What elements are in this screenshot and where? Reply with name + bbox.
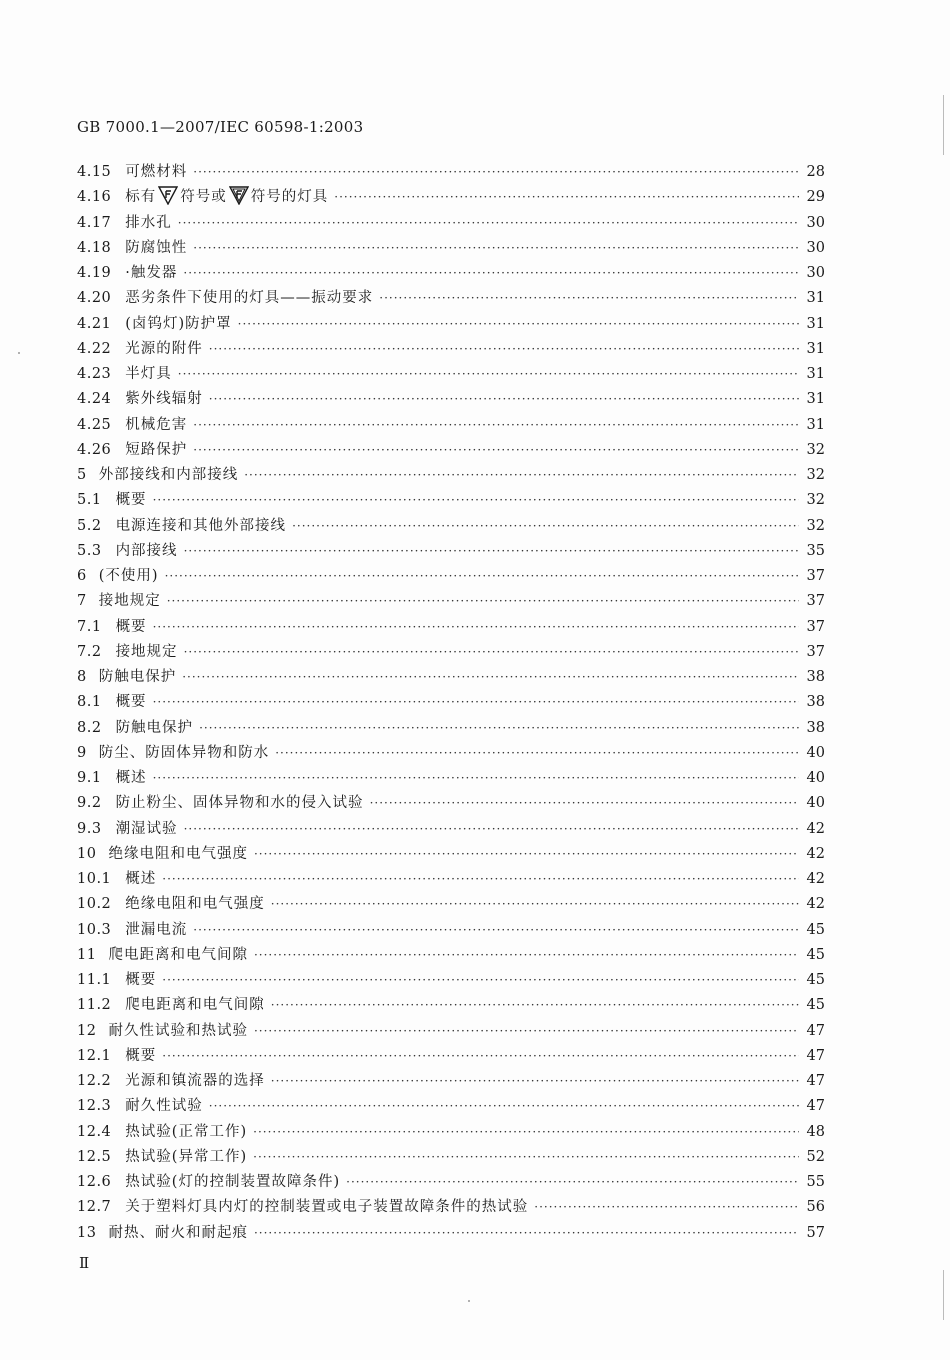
dot-leader — [153, 615, 799, 640]
toc-section-title: 防止粉尘、固体异物和水的侵入试验 — [115, 795, 364, 812]
toc-page-number: 40 — [806, 770, 825, 786]
toc-section-title: 耐久性试验 — [125, 1098, 203, 1115]
dot-leader — [238, 312, 799, 337]
dot-leader — [271, 1069, 799, 1094]
toc-section-title: 绝缘电阻和电气强度 — [108, 845, 248, 862]
toc-page-number: 45 — [806, 921, 825, 938]
dot-leader — [183, 261, 799, 286]
toc-section-title: 半灯具 — [125, 366, 172, 382]
toc-section-number: 9.2 — [77, 795, 102, 812]
toc-page-number: 48 — [806, 1123, 825, 1140]
dot-leader — [292, 514, 799, 539]
toc-section-number: 7.1 — [77, 618, 102, 635]
toc-page-number: 30 — [806, 214, 825, 231]
toc-page-number: 32 — [806, 517, 825, 534]
toc-section-title: 耐久性试验和热试验 — [108, 1022, 248, 1039]
toc-row[interactable] — [77, 1221, 825, 1246]
toc-section-number: 8.2 — [77, 719, 102, 736]
dot-leader — [184, 640, 799, 665]
dot-leader — [167, 589, 799, 614]
toc-page-number: 47 — [806, 1073, 825, 1089]
toc-title-part: 标有 — [125, 189, 157, 206]
toc-section-title: 热试验(异常工作) — [125, 1148, 248, 1165]
dot-leader — [199, 716, 799, 741]
toc-page-number: 37 — [806, 643, 825, 660]
toc-section-title: 外部接线和内部接线 — [98, 467, 239, 483]
toc-section-number: 13 — [77, 1224, 97, 1241]
toc-section-number: 4.22 — [77, 340, 112, 357]
dot-leader — [271, 892, 799, 917]
toc-section-number: 4.25 — [77, 416, 112, 433]
standard-header: GB 7000.1—2007/IEC 60598-1:2003 — [77, 118, 364, 136]
toc-row[interactable] — [77, 362, 825, 387]
toc-section-title: (不使用) — [98, 568, 159, 584]
toc-page-number: 42 — [806, 820, 825, 837]
toc-row[interactable] — [77, 640, 825, 665]
toc-section-number: 4.21 — [77, 315, 112, 332]
toc-section-title: 接地规定 — [115, 643, 178, 660]
toc-section-number: 12.2 — [77, 1073, 112, 1089]
table-of-contents — [77, 160, 825, 1246]
dot-leader — [193, 438, 799, 463]
toc-section-number: 8 — [77, 669, 87, 685]
toc-section-title: 概述 — [125, 871, 157, 887]
toc-section-title — [125, 185, 328, 210]
toc-row[interactable] — [77, 261, 825, 286]
dot-leader — [162, 1044, 799, 1069]
toc-section-title: 紫外线辐射 — [125, 391, 203, 408]
toc-section-number: 11.1 — [77, 972, 112, 988]
toc-section-title: 概要 — [115, 492, 147, 509]
toc-page-number: 47 — [806, 1098, 825, 1115]
dot-leader — [182, 665, 799, 690]
toc-page-number: 37 — [806, 593, 825, 610]
toc-page-number: 42 — [806, 845, 825, 862]
toc-section-number: 5.1 — [77, 492, 102, 509]
toc-title-part: 符号的灯具 — [250, 189, 329, 206]
toc-page-number: 47 — [806, 1022, 825, 1039]
toc-page-number: 35 — [806, 542, 825, 559]
dot-leader — [184, 817, 799, 842]
toc-page-number: 52 — [806, 1148, 825, 1165]
toc-row[interactable] — [77, 1069, 825, 1094]
toc-section-title: 爬电距离和电气间隙 — [125, 997, 265, 1014]
toc-row[interactable] — [77, 286, 825, 311]
dot-leader — [178, 211, 799, 236]
dot-leader — [253, 1145, 799, 1170]
dot-leader — [254, 842, 799, 867]
toc-page-number: 45 — [806, 946, 825, 963]
toc-row[interactable] — [77, 741, 825, 766]
toc-row[interactable] — [77, 791, 825, 816]
toc-page-number: 31 — [806, 416, 825, 433]
toc-page-number: 37 — [806, 568, 825, 584]
toc-section-title: 热试验(灯的控制装置故障条件) — [125, 1174, 341, 1190]
toc-page-number: 45 — [806, 972, 825, 988]
toc-row[interactable] — [77, 160, 825, 185]
toc-section-number: 4.15 — [77, 164, 112, 180]
dot-leader — [275, 741, 799, 766]
toc-section-title: 爬电距离和电气间隙 — [108, 946, 248, 963]
dot-leader — [193, 160, 799, 185]
toc-section-number: 10 — [77, 845, 97, 862]
toc-page-number: 42 — [806, 871, 825, 887]
toc-row[interactable] — [77, 1195, 825, 1220]
toc-page-number: 31 — [806, 340, 825, 357]
toc-page-number: 40 — [806, 744, 825, 761]
toc-section-number: 10.2 — [77, 896, 112, 913]
toc-section-number: 12 — [77, 1022, 97, 1039]
toc-row[interactable] — [77, 1094, 825, 1119]
dot-leader — [193, 918, 799, 943]
toc-section-title: 光源的附件 — [125, 340, 203, 357]
toc-section-title: 电源连接和其他外部接线 — [115, 517, 287, 534]
toc-section-number: 12.3 — [77, 1098, 112, 1115]
toc-page-number: 31 — [806, 366, 825, 382]
toc-section-title: 泄漏电流 — [125, 921, 188, 938]
toc-row[interactable] — [77, 211, 825, 236]
dot-leader — [153, 766, 799, 791]
toc-page-number: 47 — [806, 1047, 825, 1064]
toc-row[interactable] — [77, 1120, 825, 1145]
toc-section-title: 机械危害 — [125, 416, 188, 433]
toc-page-number: 28 — [806, 164, 825, 180]
toc-page-number: 38 — [806, 719, 825, 736]
toc-section-title: 概要 — [115, 694, 147, 711]
toc-section-title: 关于塑料灯具内灯的控制装置或电子装置故障条件的热试验 — [125, 1199, 529, 1216]
toc-row[interactable] — [77, 387, 825, 412]
dot-leader — [209, 387, 799, 412]
dot-leader — [162, 867, 799, 892]
toc-section-number: 4.18 — [77, 239, 112, 256]
toc-section-number: 12.1 — [77, 1047, 112, 1064]
toc-row[interactable] — [77, 1170, 825, 1195]
toc-row[interactable] — [77, 943, 825, 968]
dot-leader — [165, 564, 799, 589]
toc-section-title: 内部接线 — [115, 542, 178, 559]
page-number: Ⅱ — [79, 1254, 90, 1272]
toc-section-number: 4.26 — [77, 441, 112, 458]
toc-title-part: 符号或 — [180, 189, 227, 206]
dot-leader — [334, 185, 799, 210]
toc-section-number: 12.5 — [77, 1148, 112, 1165]
toc-row[interactable] — [77, 892, 825, 917]
toc-section-number: 11 — [77, 946, 97, 963]
toc-page-number: 32 — [806, 492, 825, 509]
dot-leader — [379, 286, 799, 311]
dot-leader — [178, 362, 799, 387]
toc-section-title: 概要 — [125, 972, 157, 988]
toc-section-title: 防触电保护 — [98, 669, 177, 685]
toc-page-number: 30 — [806, 265, 825, 281]
toc-section-number: 12.4 — [77, 1123, 112, 1140]
toc-row[interactable] — [77, 615, 825, 640]
dot-leader — [244, 463, 799, 488]
f-triangle-icon — [158, 185, 178, 205]
toc-section-number: 12.7 — [77, 1199, 112, 1216]
toc-section-number: 8.1 — [77, 694, 102, 711]
toc-section-number: 12.6 — [77, 1174, 112, 1190]
toc-section-number: 7.2 — [77, 643, 102, 660]
dot-leader — [271, 993, 799, 1018]
toc-page-number: 31 — [806, 290, 825, 307]
dot-leader — [254, 1221, 799, 1246]
toc-page-number: 37 — [806, 618, 825, 635]
dot-leader — [534, 1195, 799, 1220]
toc-page-number: 40 — [806, 795, 825, 812]
toc-page-number: 31 — [806, 391, 825, 408]
toc-section-number: 5.2 — [77, 517, 102, 534]
toc-row[interactable] — [77, 1044, 825, 1069]
toc-row[interactable] — [77, 564, 825, 589]
scan-edge-mark — [943, 95, 944, 155]
toc-section-title: 排水孔 — [125, 214, 172, 231]
toc-section-title: 热试验(正常工作) — [125, 1123, 248, 1140]
toc-section-number: 5.3 — [77, 542, 102, 559]
toc-section-title: 防尘、防固体异物和防水 — [98, 744, 270, 761]
toc-section-number: 11.2 — [77, 997, 112, 1014]
dot-leader — [253, 1120, 799, 1145]
toc-section-number: 4.19 — [77, 265, 112, 281]
toc-section-number: 7 — [77, 593, 87, 610]
toc-page-number: 29 — [806, 189, 825, 206]
toc-section-title: 绝缘电阻和电气强度 — [125, 896, 265, 913]
toc-section-number: 6 — [77, 568, 87, 584]
toc-row[interactable] — [77, 539, 825, 564]
dot-leader — [209, 1094, 799, 1119]
dot-leader — [370, 791, 799, 816]
toc-row[interactable] — [77, 1145, 825, 1170]
toc-page-number: 30 — [806, 239, 825, 256]
toc-row[interactable] — [77, 817, 825, 842]
toc-section-number: 10.3 — [77, 921, 112, 938]
dot-leader — [162, 968, 799, 993]
toc-page-number: 45 — [806, 997, 825, 1014]
dot-leader — [193, 413, 799, 438]
toc-section-number: 9.1 — [77, 770, 102, 786]
toc-row[interactable] — [77, 716, 825, 741]
dot-leader — [254, 1019, 799, 1044]
toc-row[interactable] — [77, 589, 825, 614]
toc-section-number: 4.23 — [77, 366, 112, 382]
f-double-triangle-icon — [229, 185, 249, 205]
toc-row[interactable] — [77, 842, 825, 867]
toc-page-number: 32 — [806, 441, 825, 458]
toc-row[interactable] — [77, 236, 825, 261]
toc-row[interactable] — [77, 690, 825, 715]
toc-page-number: 55 — [806, 1174, 825, 1190]
toc-section-number: 10.1 — [77, 871, 112, 887]
dot-leader — [209, 337, 799, 362]
toc-row[interactable] — [77, 867, 825, 892]
dot-leader — [346, 1170, 799, 1195]
toc-row[interactable] — [77, 766, 825, 791]
toc-section-title: 可燃材料 — [125, 164, 188, 180]
toc-row[interactable] — [77, 413, 825, 438]
toc-section-title: 潮湿试验 — [115, 820, 178, 837]
toc-section-title: 概要 — [125, 1047, 157, 1064]
toc-page-number: 38 — [806, 669, 825, 685]
toc-page-number: 42 — [806, 896, 825, 913]
toc-row[interactable] — [77, 918, 825, 943]
toc-section-number: 4.24 — [77, 391, 112, 408]
toc-section-number: 9.3 — [77, 820, 102, 837]
toc-section-title: 概要 — [115, 618, 147, 635]
toc-section-title: 接地规定 — [98, 593, 161, 610]
toc-page-number: 57 — [806, 1224, 825, 1241]
toc-row[interactable] — [77, 1019, 825, 1044]
toc-page-number: 56 — [806, 1199, 825, 1216]
toc-page-number: 32 — [806, 467, 825, 483]
toc-row[interactable] — [77, 463, 825, 488]
dot-leader — [153, 690, 799, 715]
toc-page-number: 31 — [806, 315, 825, 332]
scan-speck — [18, 352, 20, 354]
dot-leader — [254, 943, 799, 968]
toc-row[interactable] — [77, 514, 825, 539]
toc-section-number: 9 — [77, 744, 87, 761]
toc-section-title: (卤钨灯)防护罩 — [125, 315, 232, 332]
toc-section-title: 短路保护 — [125, 441, 188, 458]
dot-leader — [153, 488, 799, 513]
dot-leader — [193, 236, 799, 261]
toc-section-title: 耐热、耐火和耐起痕 — [108, 1224, 248, 1241]
toc-row[interactable] — [77, 488, 825, 513]
dot-leader — [184, 539, 799, 564]
toc-row[interactable] — [77, 993, 825, 1018]
toc-section-title: 防腐蚀性 — [125, 239, 188, 256]
toc-row[interactable] — [77, 337, 825, 362]
toc-section-title: ·触发器 — [125, 265, 178, 281]
toc-row[interactable] — [77, 665, 825, 690]
toc-section-title: 恶劣条件下使用的灯具——振动要求 — [125, 290, 374, 307]
toc-row[interactable] — [77, 968, 825, 993]
toc-section-number: 4.16 — [77, 189, 112, 206]
toc-section-title: 光源和镇流器的选择 — [125, 1073, 265, 1089]
toc-row[interactable] — [77, 185, 825, 210]
scan-edge-mark — [943, 1270, 944, 1320]
scan-speck — [468, 1300, 470, 1302]
toc-section-title: 概述 — [115, 770, 147, 786]
toc-section-number: 5 — [77, 467, 87, 483]
toc-section-number: 4.17 — [77, 214, 112, 231]
toc-page-number: 38 — [806, 694, 825, 711]
toc-row[interactable] — [77, 438, 825, 463]
toc-section-number: 4.20 — [77, 290, 112, 307]
toc-section-title: 防触电保护 — [115, 719, 194, 736]
toc-row[interactable] — [77, 312, 825, 337]
